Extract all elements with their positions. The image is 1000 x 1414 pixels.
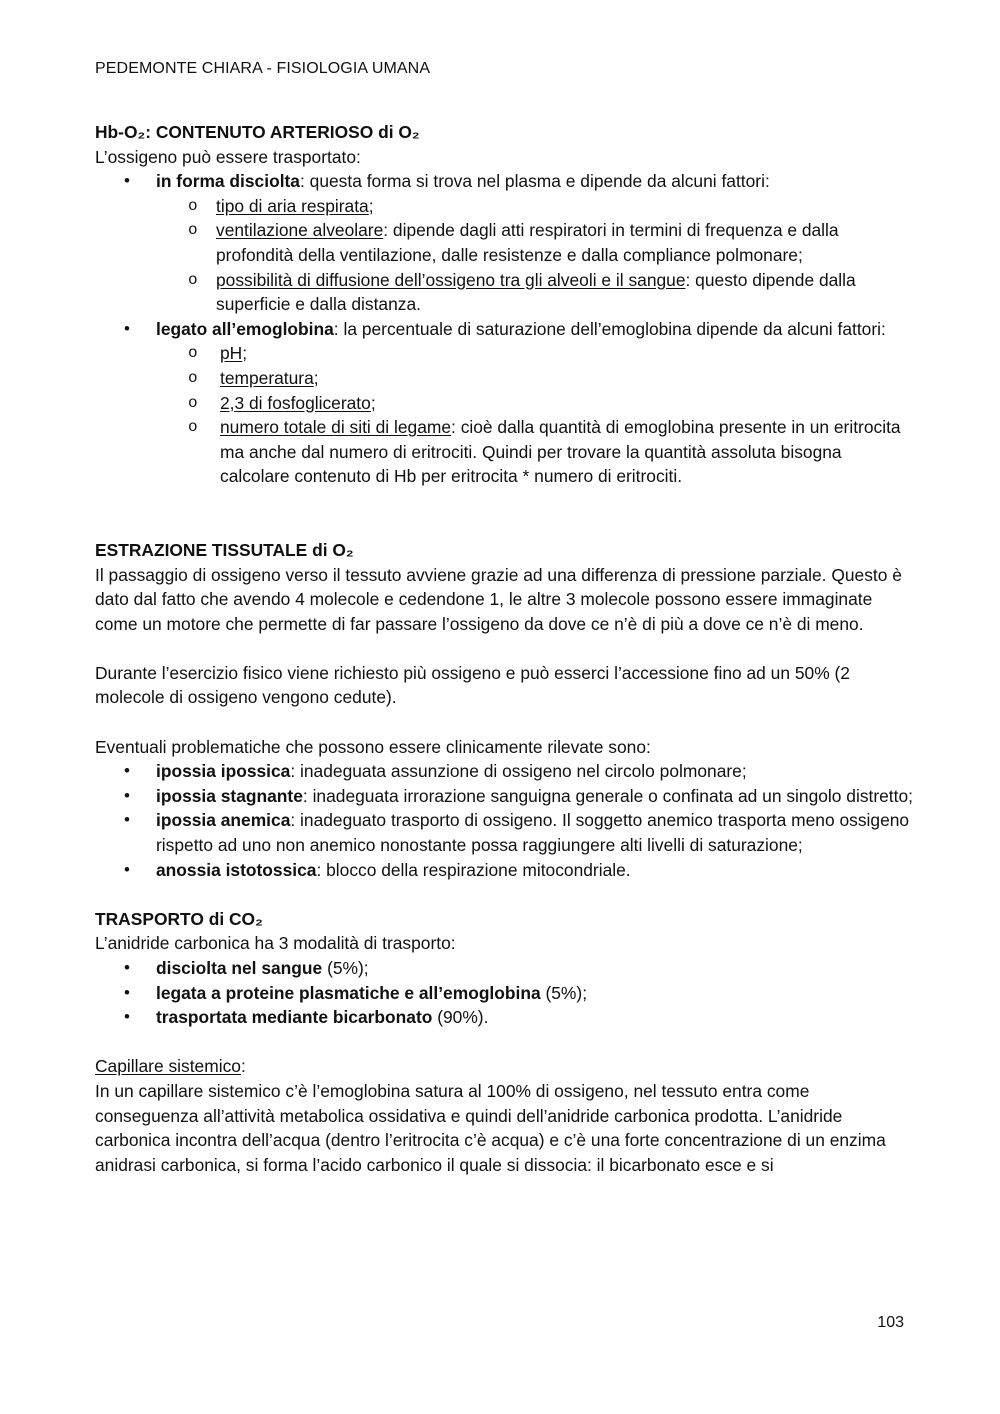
spacer (95, 489, 915, 538)
item-text: (90%). (432, 1007, 489, 1028)
sub-list-item (156, 366, 915, 391)
list-item (95, 981, 915, 1006)
bold-term: ipossia anemica (156, 810, 291, 831)
bold-term: ipossia stagnante (156, 785, 303, 806)
item-text: (5%); (322, 958, 369, 978)
sub-list (156, 194, 915, 317)
bold-term: disciolta nel sangue (156, 958, 323, 978)
list-item (95, 1005, 915, 1030)
underlined-term: Capillare sistemico (95, 1056, 241, 1077)
bold-term: legata a proteine plasmatiche e all’emoglobina (156, 982, 541, 1003)
item-text: ; (370, 392, 376, 413)
bold-term: in forma disciolta (156, 171, 300, 192)
section-intro: L’ossigeno può essere trasportato: (95, 146, 361, 167)
item-text: : dipende dagli atti respiratori in termini di frequenza e dalla profondità della ventilazione, dalle resistenze e dalla compliance polmonare; (216, 220, 839, 265)
hypoxia-list (95, 759, 915, 882)
item-text: : questa forma si trova nel plasma e dipende da alcuni fattori: (299, 171, 770, 192)
paragraph: Eventuali problematiche che possono essere clinicamente rilevate sono: (95, 736, 651, 757)
item-text: (5%); (540, 982, 588, 1003)
underlined-term: ventilazione alveolare (216, 220, 384, 241)
underlined-term: 2,3 di fosfoglicerato (220, 392, 371, 413)
list-item (95, 858, 915, 883)
item-text: : blocco della respirazione mitocondriale. (316, 859, 631, 880)
underlined-term: tipo di aria respirata (216, 195, 369, 216)
item-text: : cioè dalla quantità di emoglobina presente in un eritrocita ma anche dal numero di eritrociti. Quindi per trovare la quantità assoluta bisogna calcolare contenuto di Hb per eritrocita * numero di eritrociti. (220, 417, 901, 487)
item-text: ; (368, 195, 374, 216)
paragraph: Durante l’esercizio fisico viene richiesto più ossigeno e può esserci l’accessione fino ad un 50% (2 molecole di ossigeno vengono cedute). (95, 662, 850, 708)
sub-list-item (156, 391, 915, 416)
spacer (95, 636, 915, 661)
section-title-co2: TRASPORTO di CO₂ (95, 908, 263, 929)
subsection-label (95, 1054, 915, 1079)
item-text: : inadeguata irrorazione sanguigna generale o confinata ad un singolo distretto; (302, 785, 913, 806)
spacer (95, 882, 915, 907)
bold-term: ipossia ipossica (156, 761, 291, 782)
item-text: ; (242, 343, 248, 364)
sub-list-item (156, 341, 915, 366)
list-item (95, 956, 915, 981)
spacer (95, 710, 915, 735)
underlined-term: possibilità di diffusione dell’ossigeno tra gli alveoli e il sangue (216, 269, 686, 290)
bold-term: anossia istotossica (156, 859, 317, 880)
page-header: PEDEMONTE CHIARA - FISIOLOGIA UMANA (95, 60, 431, 77)
item-text: : la percentuale di saturazione dell’emoglobina dipende da alcuni fattori: (333, 318, 886, 339)
paragraph: Il passaggio di ossigeno verso il tessuto avviene grazie ad una differenza di pressione parziale. Questo è dato dal fatto che avendo 4 molecole e cedendone 1, le altre 3 molecole possono essere immaginate come un motore che permette di far passare l’ossigeno da dove ce n’è di più a dove ce n’è di meno. (95, 564, 902, 634)
page-number: 103 (877, 1314, 904, 1331)
item-text: : (240, 1056, 246, 1077)
underlined-term: temperatura (220, 367, 314, 388)
sub-list-item (156, 415, 915, 489)
sub-list (156, 341, 915, 489)
sub-list-item (156, 194, 915, 219)
list-item (95, 759, 915, 784)
bold-term: legato all’emoglobina (156, 318, 334, 339)
item-text: : questo dipende dalla superficie e dalla distanza. (216, 269, 856, 315)
document-body (95, 120, 915, 1177)
underlined-term: numero totale di siti di legame (220, 417, 452, 438)
list-item (95, 169, 915, 317)
section-title-hb-o2: Hb-O₂: CONTENUTO ARTERIOSO di O₂ (95, 122, 420, 142)
list-item (95, 808, 915, 857)
sub-list-item (156, 268, 915, 317)
co2-transport-list (95, 956, 915, 1030)
underlined-term: pH (220, 343, 243, 364)
item-text: ; (313, 367, 319, 388)
paragraph: In un capillare sistemico c’è l’emoglobina satura al 100% di ossigeno, nel tessuto entra come conseguenza all’attività metabolica ossidativa e quindi dell’anidride carbonica prodotta. L’anidride carbonica incontra dell’acqua (dentro l’eritrocita c’è acqua) e c’è una forte concentrazione di un enzima anidrasi carbonica, si forma l’acido carbonico il quale si dissocia: il bicarbonato esce e si (95, 1080, 886, 1175)
sub-list-item (156, 218, 915, 267)
oxygen-transport-list (95, 169, 915, 489)
spacer (95, 1030, 915, 1055)
item-text: : inadeguata assunzione di ossigeno nel circolo polmonare; (290, 761, 747, 782)
item-text: : inadeguato trasporto di ossigeno. Il soggetto anemico trasporta meno ossigeno rispetto ad uno non anemico nonostante possa raggiungere alti livelli di saturazione; (156, 810, 910, 856)
section-intro: L’anidride carbonica ha 3 modalità di trasporto: (95, 933, 456, 954)
list-item (95, 317, 915, 489)
list-item (95, 784, 915, 809)
section-title-extraction: ESTRAZIONE TISSUTALE di O₂ (95, 539, 354, 560)
bold-term: trasportata mediante bicarbonato (156, 1007, 433, 1028)
